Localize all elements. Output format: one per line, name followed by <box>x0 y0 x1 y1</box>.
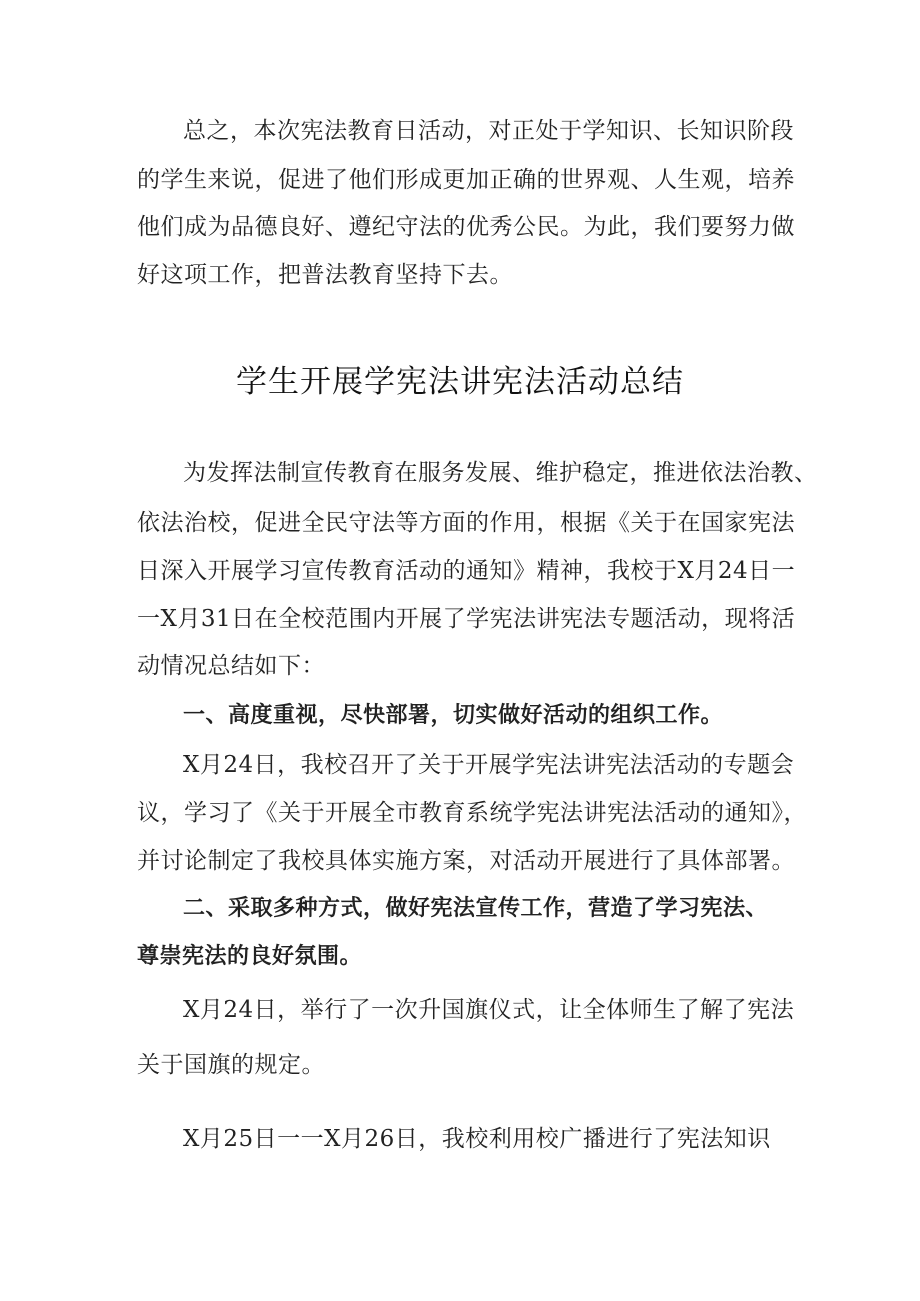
paragraph-line: 一X月31日在全校范围内开展了学宪法讲宪法专题活动，现将活 <box>137 606 796 632</box>
paragraph-line: X月25日一一X月26日，我校利用校广播进行了宪法知识 <box>183 1126 771 1152</box>
heading-line: 尊崇宪法的良好氛围。 <box>137 944 363 969</box>
paragraph-line: 日深入开展学习宣传教育活动的通知》精神，我校于X月24日一 <box>137 558 796 584</box>
paragraph-line: 好这项工作，把普法教育坚持下去。 <box>137 262 513 288</box>
paragraph-line: X月24日，我校召开了关于开展学宪法讲宪法活动的专题会 <box>183 752 795 778</box>
paragraph-line: 为发挥法制宣传教育在服务发展、维护稳定，推进依法治教、 <box>183 460 818 486</box>
paragraph-line: 他们成为品德良好、遵纪守法的优秀公民。为此，我们要努力做 <box>137 214 795 240</box>
paragraph-line: 关于国旗的规定。 <box>137 1052 325 1078</box>
paragraph-line: 动情况总结如下： <box>137 653 325 679</box>
paragraph-line: 并讨论制定了我校具体实施方案，对活动开展进行了具体部署。 <box>137 848 795 874</box>
paragraph-line: X月24日，举行了一次升国旗仪式，让全体师生了解了宪法 <box>183 997 795 1023</box>
paragraph-line: 依法治校，促进全民守法等方面的作用，根据《关于在国家宪法 <box>137 510 795 536</box>
paragraph-line: 的学生来说，促进了他们形成更加正确的世界观、人生观，培养 <box>137 167 795 193</box>
section-heading-1: 一、高度重视，尽快部署，切实做好活动的组织工作。 <box>183 703 724 728</box>
paragraph-line: 议，学习了《关于开展全市教育系统学宪法讲宪法活动的通知》， <box>137 800 807 826</box>
heading-line: 二、采取多种方式，做好宪法宣传工作，营造了学习宪法、 <box>183 896 769 921</box>
paragraph-line: 总之，本次宪法教育日活动，对正处于学知识、长知识阶段 <box>183 118 794 144</box>
document-title: 学生开展学宪法讲宪法活动总结 <box>236 364 684 400</box>
